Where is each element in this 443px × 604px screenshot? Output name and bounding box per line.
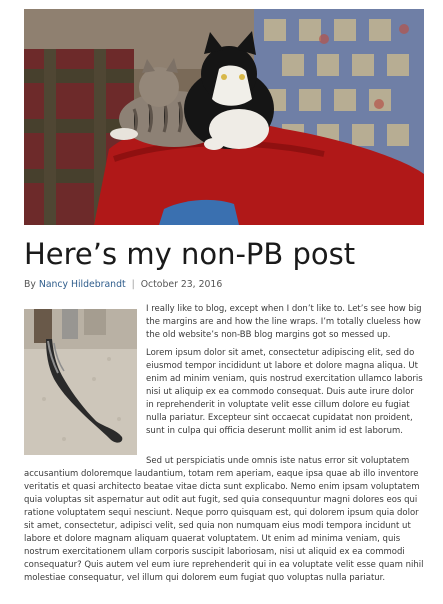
hero-image-cats — [24, 9, 424, 225]
paragraph-3-rest: accusantium doloremque laudantium, totam rem aperiam, eaque ipsa quae ab illo inventore veritatis et quasi architecto beatae vitae dicta sunt explicabo. Nemo enim ipsam voluptatem quia voluptas sit aspernatur aut odit aut fugit, sed quia consequuntur magni dolores eos qui ratione voluptatem sequi nesciunt. Neque porro quisquam est, qui dolorem ipsum quia dolor sit amet, consectetur, adipisci velit, sed quia non numquam eius modi tempora incidunt ut labore et dolore magnam aliquam quaerat voluptatem. Ut enim ad minima veniam, quis nostrum exercitationem ullam corporis suscipit laboriosam, nisi ut aliquid ex ea commodi consequatur? Quis autem vel eum iure reprehenderit qui in ea voluptate velit esse quam nihil molestiae consequatur, vel illum qui dolorem eum fugiat quo voluptas nulla pariatur. — [24, 469, 424, 583]
post-body-wrapped — [146, 303, 424, 443]
post-body-full — [24, 455, 424, 585]
fork-illustration — [24, 309, 137, 455]
paragraph-3-first-line: Sed ut perspiciatis unde omnis iste natus error sit voluptatem — [146, 456, 410, 466]
paragraph-1: I really like to blog, except when I don’t like to. Let’s see how big the margins are and how the line wraps. I’m totally clueless how the old website’s non-BB blog margins got so messed up. — [146, 304, 422, 340]
post-date: October 23, 2016 — [140, 279, 223, 290]
post-meta — [24, 278, 222, 291]
author-link[interactable]: Nancy Hildebrandt — [38, 279, 126, 290]
meta-separator: | — [131, 279, 135, 290]
byline-prefix: By — [24, 279, 36, 290]
inline-image-fork — [24, 309, 137, 455]
paragraph-2: Lorem ipsum dolor sit amet, consectetur adipiscing elit, sed do eiusmod tempor incididunt ut labore et dolore magna aliqua. Ut enim ad minim veniam, quis nostrud exercitation ullamco laboris nisi ut aliquip ex ea commodo consequat. Duis aute irure dolor in reprehenderit in voluptate velit esse cillum dolore eu fugiat nulla pariatur. Excepteur sint occaecat cupidatat non proident, sunt in culpa qui officia deserunt mollit anim id est laborum. — [146, 348, 423, 436]
page-title: Here’s my non-PB post — [24, 237, 356, 271]
hero-cats-illustration — [24, 9, 424, 225]
paragraph-3 — [24, 455, 424, 585]
